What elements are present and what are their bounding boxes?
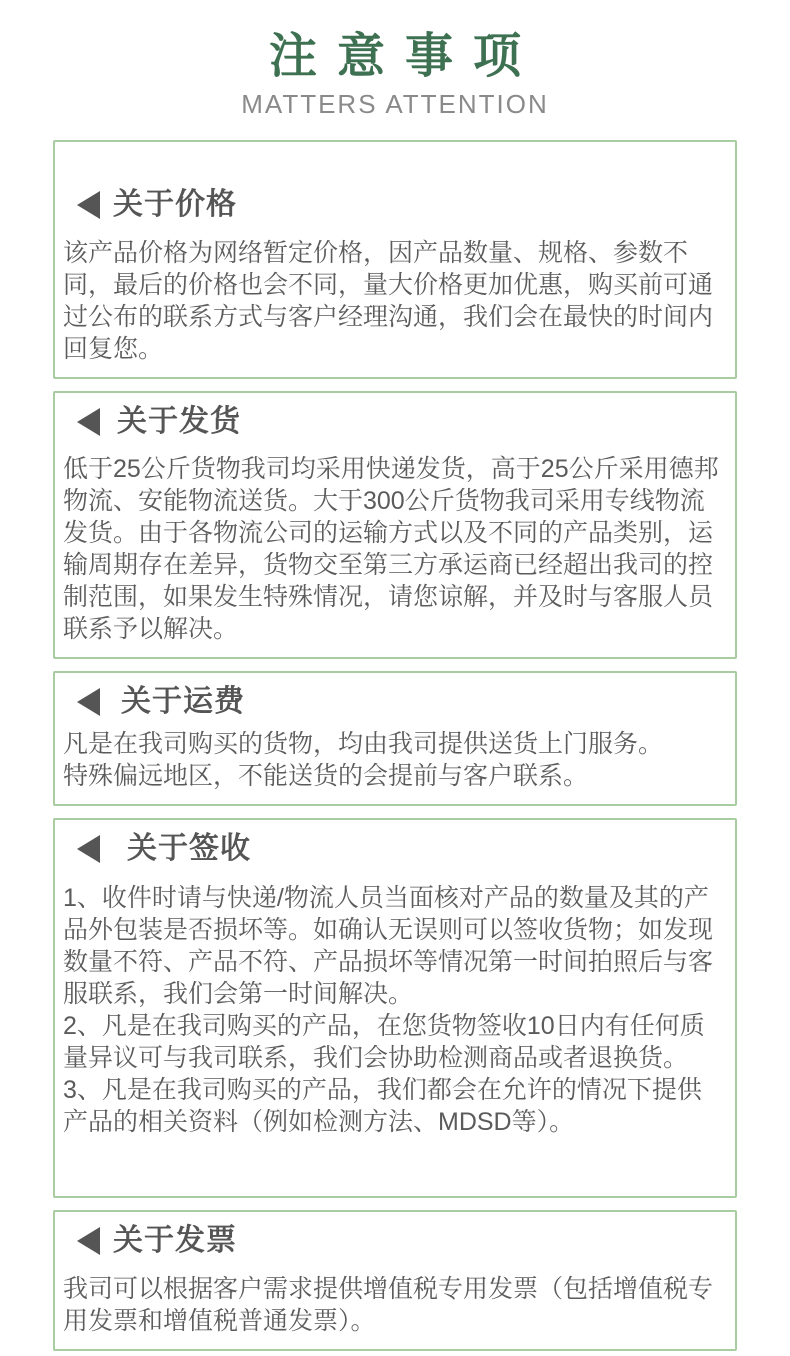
section-paragraph: 特殊偏远地区，不能送货的会提前与客户联系。 — [63, 761, 589, 790]
section-title: 关于发货 — [117, 404, 241, 438]
section-heading — [77, 832, 725, 867]
section-heading — [77, 685, 725, 720]
page-subtitle: MATTERS ATTENTION — [241, 88, 549, 119]
section-body — [63, 882, 725, 1138]
notice-section — [53, 391, 737, 660]
section-paragraph: 我司可以根据客户需求提供增值税专用发票（包括增值税专用发票和增值税普通发票）。 — [63, 1274, 714, 1335]
section-heading — [77, 1224, 725, 1259]
section-paragraph: 低于25公斤货物我司均采用快递发货，高于25公斤采用德邦物流、安能物流送货。大于300公斤货物我司采用专线物流发货。由于各物流公司的运输方式以及不同的产品类别，运输周期存在差异，货物交至第三方承运商已经超出我司的控制范围，如果发生特殊情况，请您谅解，并及时与客服人员联系予以解决。 — [63, 455, 719, 644]
section-body — [63, 453, 725, 645]
section-body — [63, 728, 725, 792]
section-title: 关于价格 — [113, 188, 237, 222]
section-paragraph: 凡是在我司购买的货物，均由我司提供送货上门服务。 — [63, 729, 664, 758]
notice-section — [53, 1210, 737, 1351]
left-triangle-icon — [77, 1227, 100, 1255]
left-triangle-icon — [77, 835, 100, 863]
page-header — [0, 0, 790, 118]
section-title: 关于签收 — [127, 831, 251, 865]
notice-section — [53, 818, 737, 1199]
notice-sections-container — [0, 140, 790, 1351]
section-paragraph: 3、凡是在我司购买的产品，我们都会在允许的情况下提供产品的相关资料（例如检测方法、MDSD等）。 — [63, 1076, 702, 1137]
section-title: 关于运费 — [121, 685, 245, 719]
left-triangle-icon — [77, 688, 100, 716]
page-title: 注意事项 — [268, 30, 541, 83]
notice-section — [53, 140, 737, 379]
left-triangle-icon — [77, 191, 100, 219]
section-paragraph: 该产品价格为网络暂定价格，因产品数量、规格、参数不同，最后的价格也会不同，量大价格更加优惠，购买前可通过公布的联系方式与客户经理沟通，我们会在最快的时间内回复您。 — [63, 238, 714, 363]
section-paragraph: 1、收件时请与快递/物流人员当面核对产品的数量及其的产品外包装是否损坏等。如确认无误则可以签收货物；如发现数量不符、产品不符、产品损坏等情况第一时间拍照后与客服联系，我们会第一时间解决。 — [63, 884, 714, 1009]
left-triangle-icon — [77, 408, 100, 436]
notice-section — [53, 671, 737, 806]
section-heading — [77, 188, 725, 223]
section-body — [63, 237, 725, 365]
section-body — [63, 1273, 725, 1337]
section-title: 关于发票 — [113, 1224, 237, 1258]
section-heading — [77, 405, 725, 440]
section-paragraph: 2、凡是在我司购买的产品，在您货物签收10日内有任何质量异议可与我司联系，我们会协助检测商品或者退换货。 — [63, 1012, 705, 1073]
